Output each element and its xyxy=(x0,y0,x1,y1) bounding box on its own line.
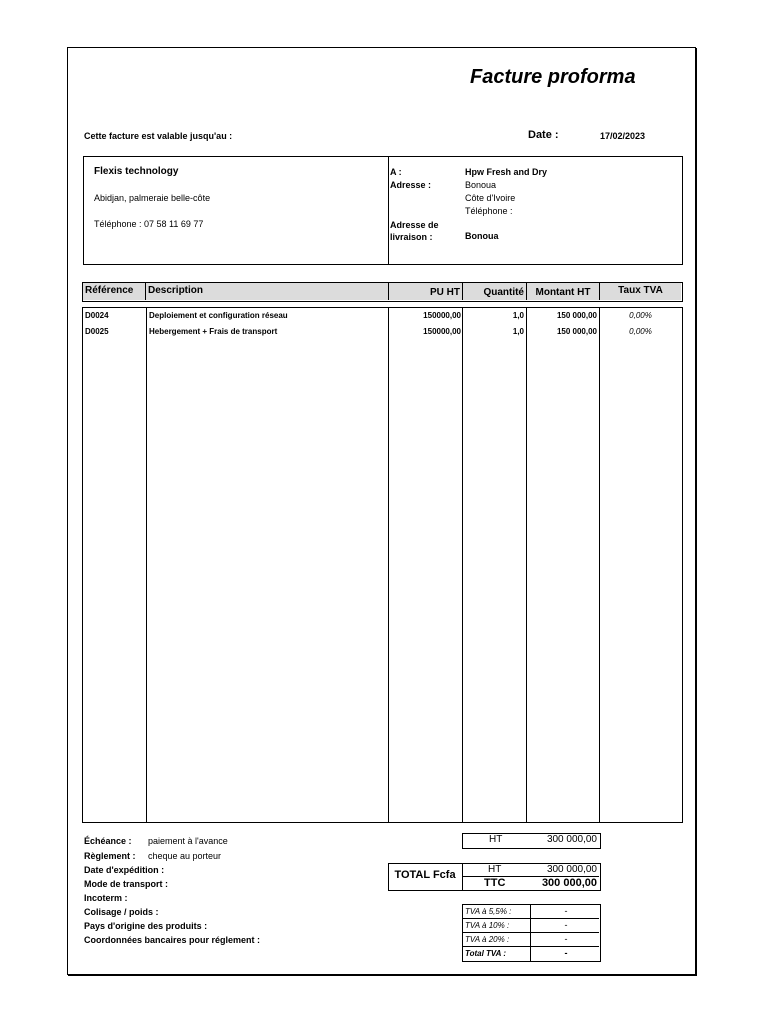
tva-20-value: - xyxy=(564,934,568,944)
row-2-quantite: 1,0 xyxy=(512,327,524,336)
seller-name: Flexis technology xyxy=(94,166,179,177)
buyer-to-label: A : xyxy=(390,167,402,177)
buyer-address-line2: Côte d'Ivoire xyxy=(465,193,516,203)
row-1-taux-tva: 0,00% xyxy=(629,311,652,320)
reglement-value: cheque au porteur xyxy=(148,851,222,861)
colisage-label: Colisage / poids : xyxy=(84,907,159,917)
total-label: TOTAL Fcfa xyxy=(394,869,456,881)
row-1-montant-ht: 150 000,00 xyxy=(556,311,597,320)
document-title: Facture proforma xyxy=(470,66,636,88)
bancaires-label: Coordonnées bancaires pour réglement : xyxy=(84,935,261,945)
seller-address: Abidjan, palmeraie belle-côte xyxy=(94,193,211,203)
buyer-name: Hpw Fresh and Dry xyxy=(465,167,548,177)
tva-55-label: TVA à 5,5% : xyxy=(465,907,512,916)
row-2-reference: D0025 xyxy=(85,327,109,336)
total-tva-label: Total TVA : xyxy=(465,949,507,958)
buyer-address-line1: Bonoua xyxy=(465,180,497,190)
buyer-phone-label: Téléphone : xyxy=(465,206,513,216)
column-divider xyxy=(462,307,463,822)
invoice-date: 17/02/2023 xyxy=(600,131,646,141)
header-description: Description xyxy=(146,283,389,300)
ht-summary-value: 300 000,00 xyxy=(546,834,597,845)
buyer-address-label: Adresse : xyxy=(390,180,432,190)
column-divider xyxy=(599,307,600,822)
column-divider xyxy=(526,307,527,822)
tva-20-label: TVA à 20% : xyxy=(465,935,510,944)
table-body xyxy=(82,307,683,823)
delivery-label-line1: Adresse de xyxy=(390,220,439,230)
header-pu-ht: PU HT xyxy=(389,283,463,300)
row-1-description: Deploiement et configuration réseau xyxy=(149,311,288,320)
ttc-label: TTC xyxy=(484,877,506,889)
reglement-label: Règlement : xyxy=(84,851,136,861)
incoterm-label: Incoterm : xyxy=(84,893,128,903)
row-1-quantite: 1,0 xyxy=(512,311,524,320)
ttc-value: 300 000,00 xyxy=(541,877,597,889)
tva-row-divider xyxy=(462,946,599,947)
delivery-label-line2: livraison : xyxy=(390,232,433,242)
echeance-value: paiement à l'avance xyxy=(148,836,228,846)
seller-phone: Téléphone : 07 58 11 69 77 xyxy=(94,219,204,229)
tva-10-label: TVA à 10% : xyxy=(465,921,510,930)
transport-label: Mode de transport : xyxy=(84,879,169,889)
expedition-label: Date d'expédition : xyxy=(84,865,165,875)
tva-row-divider xyxy=(462,932,599,933)
header-quantite: Quantité xyxy=(463,283,527,300)
header-montant-ht: Montant HT xyxy=(527,283,600,300)
tva-row-divider xyxy=(462,918,599,919)
total-ht-value: 300 000,00 xyxy=(546,864,597,875)
total-tva-value: - xyxy=(564,948,568,958)
origine-label: Pays d'origine des produits : xyxy=(84,921,208,931)
column-divider xyxy=(388,307,389,822)
delivery-address: Bonoua xyxy=(465,231,499,241)
row-2-pu-ht: 150000,00 xyxy=(423,327,461,336)
header-taux-tva: Taux TVA xyxy=(600,283,681,300)
row-1-reference: D0024 xyxy=(85,311,109,320)
header-reference: Référence xyxy=(83,283,146,300)
tva-55-value: - xyxy=(564,906,568,916)
row-2-description: Hebergement + Frais de transport xyxy=(149,327,278,336)
row-1-pu-ht: 150000,00 xyxy=(423,311,461,320)
row-2-taux-tva: 0,00% xyxy=(629,327,652,336)
ht-summary-label: HT xyxy=(489,834,503,845)
row-2-montant-ht: 150 000,00 xyxy=(556,327,597,336)
date-label: Date : xyxy=(528,129,559,141)
total-ht-label: HT xyxy=(488,864,502,875)
echeance-label: Échéance : xyxy=(84,836,132,846)
validity-label: Cette facture est valable jusqu'au : xyxy=(84,131,233,141)
tva-10-value: - xyxy=(564,920,568,930)
column-divider xyxy=(146,307,147,822)
address-divider xyxy=(388,156,389,264)
